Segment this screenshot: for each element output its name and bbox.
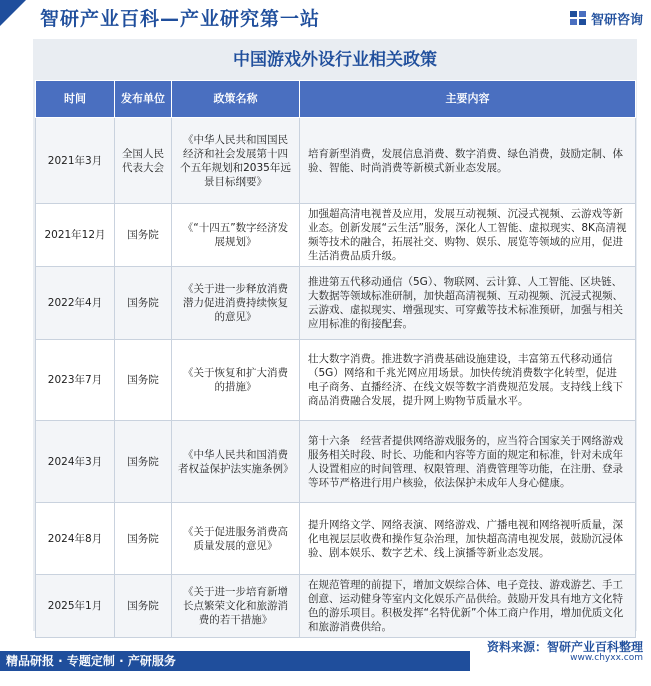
top-bar	[0, 0, 651, 34]
table-row	[36, 575, 636, 638]
brand-logo[interactable]	[569, 8, 643, 28]
row-content: 提升网络文学、网络表演、网络游戏、广播电视和网络视听质量，深化电视层层收费和操作复杂治理，加快超高清电视发展，鼓励沉浸体验、剧本娱乐、数字艺术、线上演播等新业态发展。	[300, 503, 636, 575]
row-date: 2024年3月	[36, 421, 115, 503]
policy-table	[35, 80, 636, 638]
footer-text: 精品研报 · 专题定制 · 产研服务	[6, 654, 176, 668]
row-content: 在规范管理的前提下，增加文娱综合体、电子竞技、游戏游艺、手工创意、运动健身等室内文化娱乐产品供给。鼓励开发具有地方文化特色的游乐项目。积极发挥“名特优新”个体工商户作用，增加优质文化和旅游消费供给。	[300, 575, 636, 638]
row-issuer: 国务院	[115, 575, 172, 638]
column-header-date: 时间	[36, 81, 115, 118]
website-link[interactable]: www.chyxx.com	[570, 653, 643, 663]
table-row	[36, 267, 636, 340]
table-row	[36, 118, 636, 204]
row-date: 2025年1月	[36, 575, 115, 638]
row-content: 壮大数字消费。推进数字消费基础设施建设，丰富第五代移动通信（5G）网络和千兆光网应用场景。加快传统消费数字化转型，促进电子商务、直播经济、在线文娱等数字消费规范发展。支持线上线下商品消费融合发展，提升网上购物节质量水平。	[300, 340, 636, 421]
table-row	[36, 340, 636, 421]
brand-icon	[569, 9, 587, 27]
row-policy-name: 《关于恢复和扩大消费的措施》	[172, 340, 300, 421]
row-content: 第十六条 经营者提供网络游戏服务的，应当符合国家关于网络游戏服务相关时段、时长、功能和内容等方面的规定和标准，针对未成年人设置相应的时间管理、权限管理、消费管理等功能，在注册、登录等环节严格进行用户核验，依法保护未成年人身心健康。	[300, 421, 636, 503]
row-content: 培育新型消费，发展信息消费、数字消费、绿色消费，鼓励定制、体验、智能、时尚消费等新模式新业态发展。	[300, 118, 636, 204]
row-policy-name: 《关于促进服务消费高质量发展的意见》	[172, 503, 300, 575]
brand-name: 智研咨询	[590, 12, 643, 28]
row-date: 2023年7月	[36, 340, 115, 421]
row-date: 2024年8月	[36, 503, 115, 575]
source-note: 资料来源：智研产业百科整理	[486, 640, 643, 654]
row-content: 加强超高清电视普及应用，发展互动视频、沉浸式视频、云游戏等新业态。创新发展“云生活”服务，深化人工智能、虚拟现实、8K高清视频等技术的融合，拓展社交、购物、娱乐、展览等领域的应用，促进生活消费品质升级。	[300, 204, 636, 267]
site-title: 智研产业百科—产业研究第一站	[40, 8, 321, 30]
row-issuer: 国务院	[115, 267, 172, 340]
table-header-row	[36, 81, 636, 118]
row-issuer: 国务院	[115, 503, 172, 575]
footer-bar	[0, 651, 470, 671]
column-header-policy: 政策名称	[172, 81, 300, 118]
row-policy-name: 《中华人民共和国国民经济和社会发展第十四个五年规划和2035年远景目标纲要》	[172, 118, 300, 204]
table-row	[36, 204, 636, 267]
row-issuer: 国务院	[115, 204, 172, 267]
table-row	[36, 421, 636, 503]
row-content: 推进第五代移动通信（5G）、物联网、云计算、人工智能、区块链、大数据等领域标准研制，加快超高清视频、互动视频、沉浸式视频、云游戏、虚拟现实、增强现实、可穿戴等技术标准预研，加强与相关应用标准的衔接配套。	[300, 267, 636, 340]
column-header-issuer: 发布单位	[115, 81, 172, 118]
column-header-content: 主要内容	[300, 81, 636, 118]
row-policy-name: 《关于进一步释放消费潜力促进消费持续恢复的意见》	[172, 267, 300, 340]
document-title: 中国游戏外设行业相关政策	[233, 50, 437, 70]
row-issuer: 国务院	[115, 340, 172, 421]
row-policy-name: 《中华人民共和国消费者权益保护法实施条例》	[172, 421, 300, 503]
row-policy-name: 《关于进一步培育新增长点繁荣文化和旅游消费的若干措施》	[172, 575, 300, 638]
row-policy-name: 《“十四五”数字经济发展规划》	[172, 204, 300, 267]
row-date: 2021年3月	[36, 118, 115, 204]
row-issuer: 国务院	[115, 421, 172, 503]
row-issuer: 全国人民代表大会	[115, 118, 172, 204]
table-row	[36, 503, 636, 575]
row-date: 2021年12月	[36, 204, 115, 267]
row-date: 2022年4月	[36, 267, 115, 340]
corner-accent	[0, 0, 26, 26]
